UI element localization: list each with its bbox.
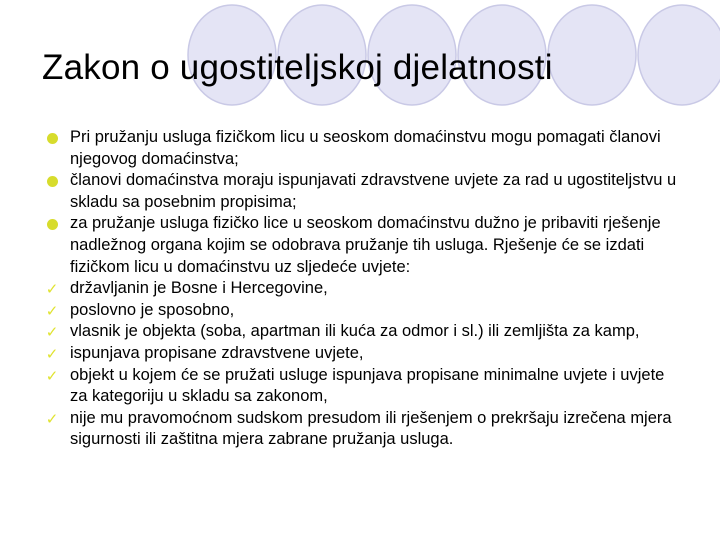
list-item-text: ispunjava propisane zdravstvene uvjete, <box>70 343 364 362</box>
checkmark-icon: ✓ <box>45 280 59 299</box>
list-item-text: državljanin je Bosne i Hercegovine, <box>70 279 328 298</box>
checkmark-icon <box>42 278 62 300</box>
bullet-disc-icon <box>47 219 58 230</box>
list-item-text: Pri pružanju usluga fizičkom licu u seoskom domaćinstvu mogu pomagati članovi njegovog domaćinstva; <box>70 128 661 168</box>
list-item-text: vlasnik je objekta (soba, apartman ili kuća za odmor i sl.) ili zemljišta za kamp, <box>70 322 640 341</box>
list-item-text: za pružanje usluga fizičko lice u seoskom domaćinstvu dužno je pribaviti rješenje nadležnog organa kojim se odobrava pružanje tih usluga. Rješenje će se izdati fizičkom licu u domaćinstvu uz sljedeće uvjete: <box>70 214 661 276</box>
list-item <box>40 408 680 451</box>
checkmark-icon: ✓ <box>45 323 59 342</box>
checkmark-icon <box>42 321 62 343</box>
list-item <box>40 170 680 213</box>
checkmark-icon: ✓ <box>45 409 59 428</box>
list-item <box>40 365 680 408</box>
list-item-text: poslovno je sposobno, <box>70 300 235 319</box>
bullet-disc-icon <box>47 176 58 187</box>
bullet-disc-icon <box>47 133 58 144</box>
list-item <box>40 127 680 170</box>
checkmark-icon: ✓ <box>45 344 59 363</box>
bullet-disc-icon <box>42 213 62 235</box>
list-item <box>40 278 680 300</box>
list-item-text: nije mu pravomoćnom sudskom presudom ili rješenjem o prekršaju izrečena mjera sigurnosti ili zaštitna mjera zabrane pružanja usluga. <box>70 408 672 449</box>
list-item <box>40 213 680 278</box>
checkmark-icon <box>42 343 62 365</box>
bullet-disc-icon <box>42 170 62 192</box>
list-item <box>40 321 680 343</box>
slide-title: Zakon o ugostiteljskoj djelatnosti <box>42 48 553 87</box>
list-item-text: članovi domaćinstva moraju ispunjavati zdravstvene uvjete za rad u ugostiteljstvu u skladu sa posebnim propisima; <box>70 171 677 211</box>
list-item <box>40 300 680 322</box>
bullet-list <box>40 127 680 451</box>
bullet-disc-icon <box>42 127 62 149</box>
checkmark-icon: ✓ <box>45 301 59 320</box>
checkmark-icon <box>42 408 62 430</box>
list-item <box>40 343 680 365</box>
checkmark-icon <box>42 300 62 322</box>
checkmark-icon: ✓ <box>45 366 59 385</box>
list-item-text: objekt u kojem će se pružati usluge ispunjava propisane minimalne uvjete i uvjete za kategoriju u skladu sa zakonom, <box>70 365 665 406</box>
checkmark-icon <box>42 365 62 387</box>
